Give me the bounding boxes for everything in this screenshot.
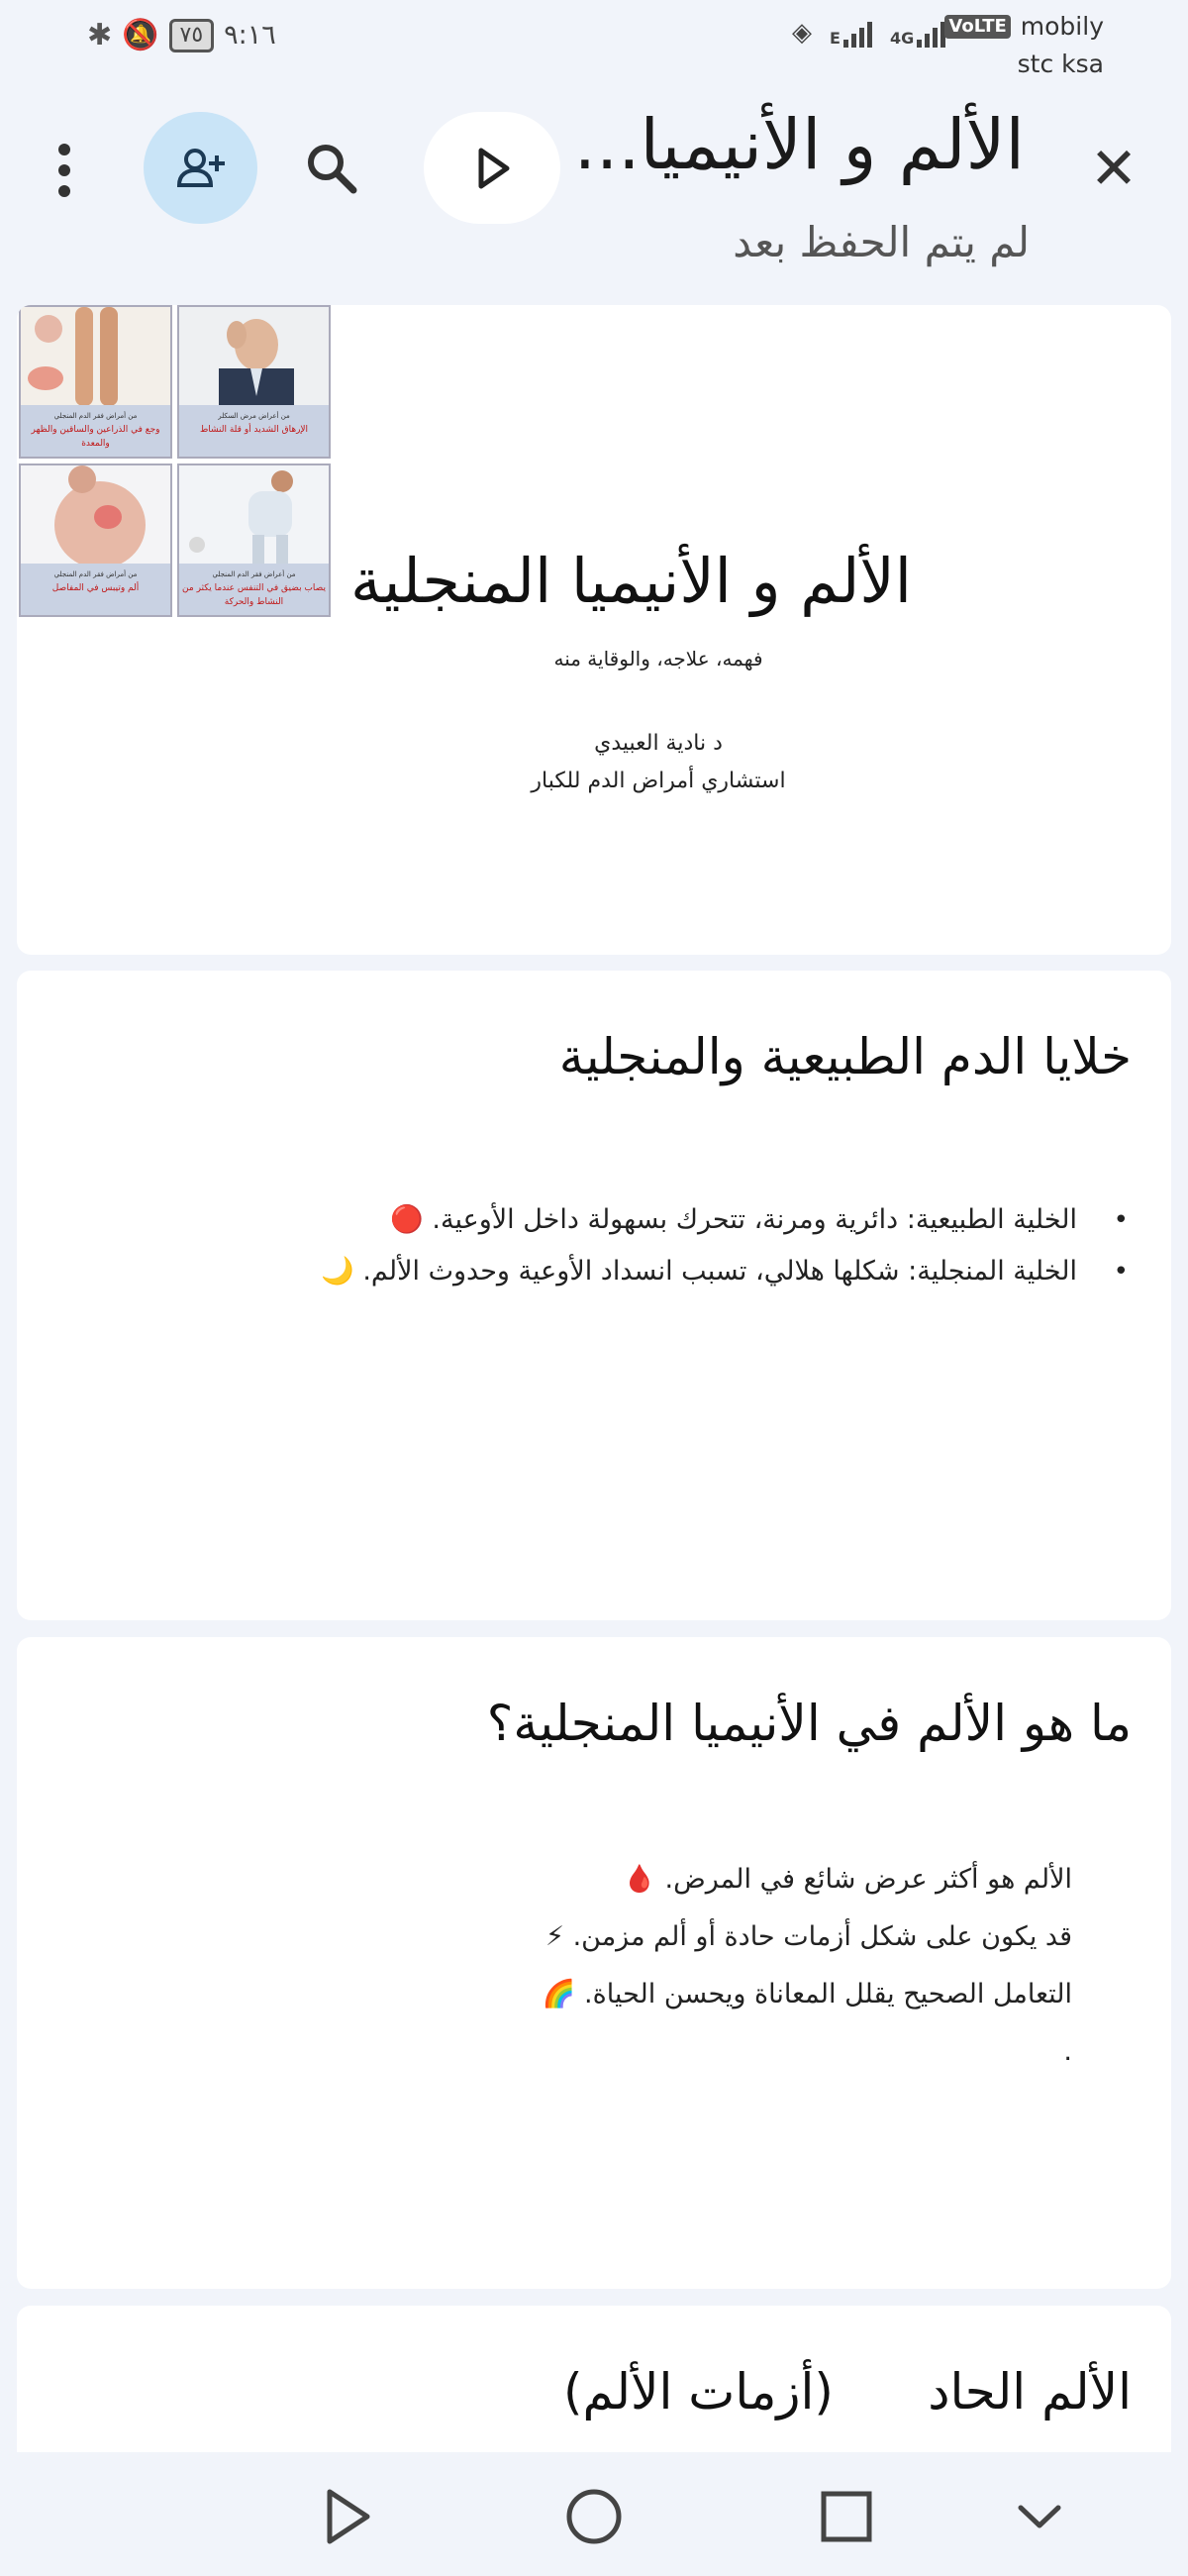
slide-1-author: د نادية العبيدي (594, 731, 723, 756)
status-bar (0, 0, 1188, 79)
battery-indicator: ٧٥ (169, 19, 215, 52)
carrier-name: mobily (1020, 12, 1104, 41)
share-button[interactable] (144, 112, 257, 224)
save-status: لم يتم الحفظ بعد (733, 218, 1030, 266)
slide-3-title: ما هو الألم في الأنيميا المنجلية؟ (486, 1695, 1132, 1752)
slide-2-bullets (321, 1194, 1077, 1297)
carrier-info (944, 8, 1104, 83)
close-icon[interactable]: ✕ (1089, 135, 1138, 202)
slide-4-title: الألم الحاد (أزمات الألم) (562, 2363, 1132, 2421)
signal-bars-2-icon: 4G (890, 22, 945, 48)
collage-tile-legs (19, 305, 172, 459)
collage-tile-fatigue (177, 305, 331, 459)
document-title[interactable]: الألم و الأنيميا... (573, 104, 1025, 185)
slide-1-role: استشاري أمراض الدم للكبار (531, 769, 786, 793)
symptoms-collage (19, 305, 334, 625)
add-person-icon (173, 142, 229, 197)
system-nav-bar (0, 2452, 1188, 2576)
collage-caption-2: من أعراض مرض السكلر الإرهاق الشديد أو قلة النشاط (179, 405, 329, 457)
slide-1[interactable] (17, 305, 1171, 955)
runner-image (179, 465, 329, 565)
carrier-sub: stc ksa (1017, 50, 1104, 78)
status-time: ٩:١٦ (224, 20, 276, 51)
collage-caption-3: من أمراض فقر الدم المنجلي ألم وتيبس في المفاصل (21, 564, 170, 615)
search-button[interactable] (302, 139, 361, 198)
signal-bars-1-icon: E (830, 22, 872, 48)
back-triangle-icon[interactable] (312, 2482, 381, 2551)
slide-1-subtitle: فهمه، علاجه، والوقاية منه (553, 647, 763, 670)
status-left (87, 18, 276, 52)
slide-1-title: الألم و الأنيميا المنجلية (350, 545, 912, 617)
collage-tile-breathing (177, 464, 331, 617)
volte-badge: VoLTE (944, 15, 1010, 39)
back-pain-image (21, 465, 170, 565)
app-bar (0, 94, 1188, 282)
legs-image (21, 307, 170, 406)
signal-indicators (792, 18, 945, 48)
recents-square-icon[interactable] (812, 2482, 881, 2551)
data-saver-icon: ◈ (792, 18, 812, 48)
list-item: قد يكون على شكل أزمات حادة أو ألم مزمن. ⚡ (545, 1921, 1072, 1952)
list-item: التعامل الصحيح يقلل المعاناة ويحسن الحياة. 🌈 (542, 1979, 1072, 2009)
list-item: . (1063, 2036, 1072, 2067)
fatigue-image (179, 307, 329, 406)
slide-2-title: خلايا الدم الطبيعية والمنجلية (558, 1028, 1132, 1085)
home-circle-icon[interactable] (559, 2482, 629, 2551)
play-button[interactable] (424, 112, 560, 224)
play-icon (469, 145, 517, 192)
more-vert-icon[interactable] (54, 144, 74, 203)
slide-2[interactable] (17, 971, 1171, 1620)
collage-caption-1: من أمراض فقر الدم المنجلي وجع في الذراعين والساقين والظهر والمعدة (21, 405, 170, 457)
list-item: • الخلية الطبيعية: دائرية ومرنة، تتحرك بسهولة داخل الأوعية. 🔴 (321, 1194, 1077, 1246)
list-item: • الخلية المنجلية: شكلها هلالي، تسبب انسداد الأوعية وحدوث الألم. 🌙 (321, 1246, 1077, 1297)
collage-tile-joints (19, 464, 172, 617)
collage-caption-4: من أعراض فقر الدم المنجلي يصاب بضيق في التنفس عندما يكثر من النشاط والحركة (179, 564, 329, 615)
slide-3[interactable] (17, 1637, 1171, 2289)
search-icon (302, 139, 361, 198)
bluetooth-icon: ✱ (87, 18, 113, 52)
slide-3-lines (543, 1851, 1072, 2081)
mute-icon: 🔕 (122, 18, 159, 52)
keyboard-hide-icon[interactable] (1005, 2482, 1074, 2551)
list-item: الألم هو أكثر عرض شائع في المرض. 🩸 (623, 1864, 1072, 1895)
